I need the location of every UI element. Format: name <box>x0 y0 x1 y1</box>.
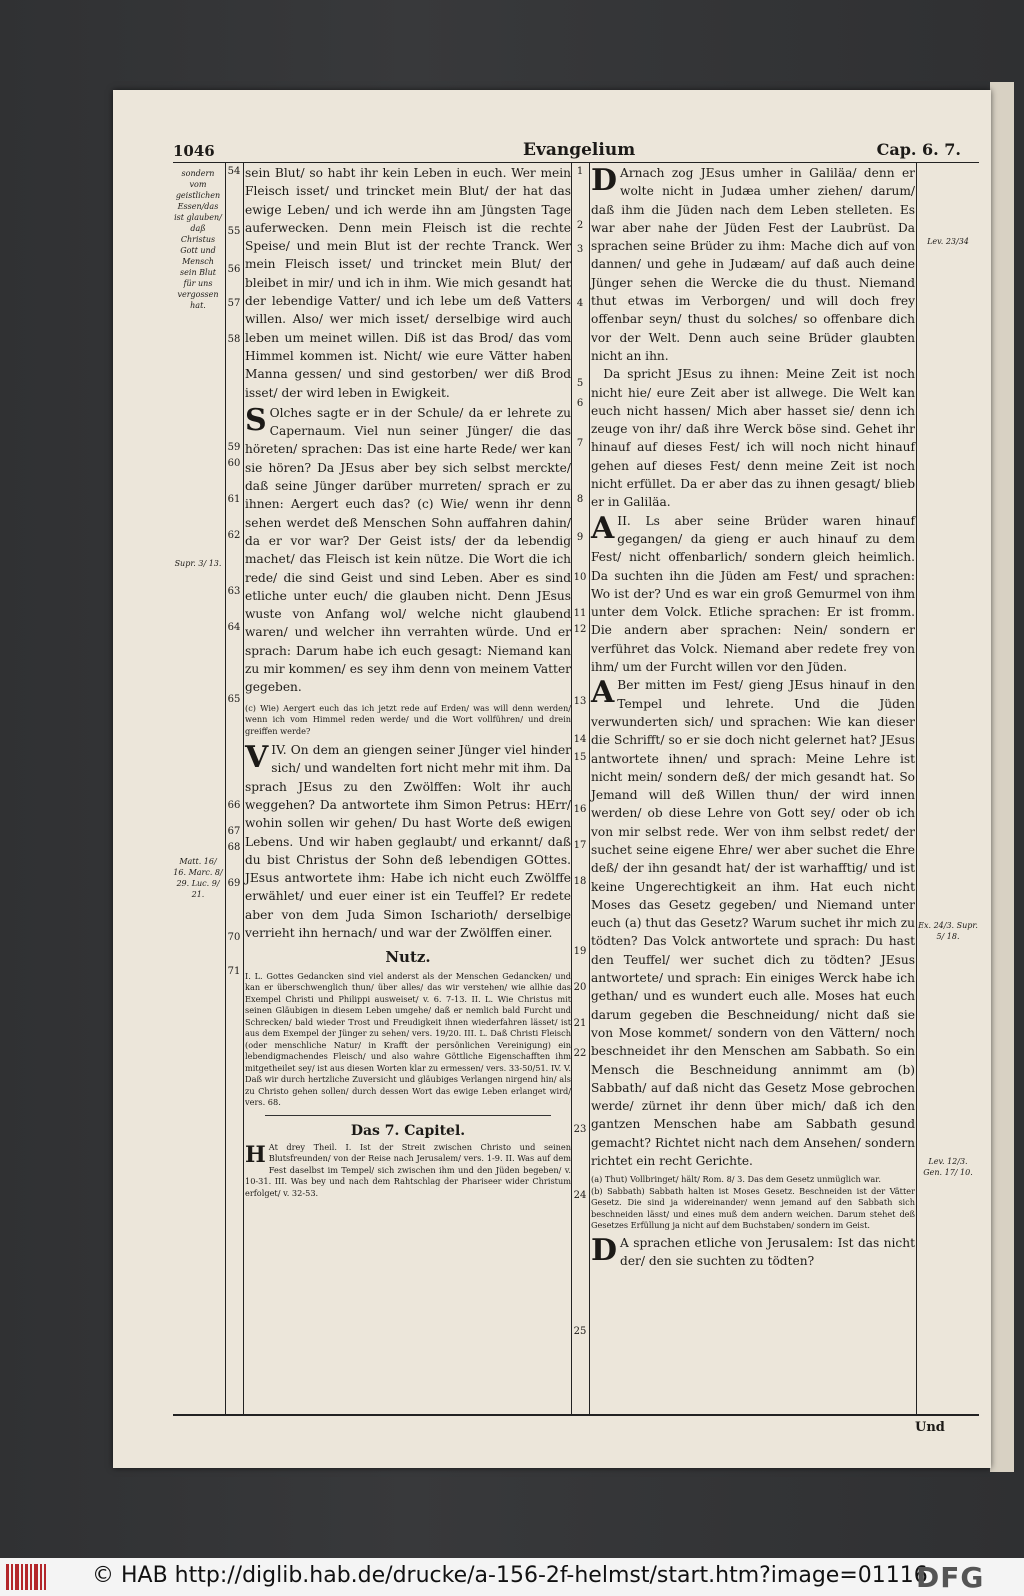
initial-letter: D <box>591 163 618 198</box>
verse-number: 64 <box>227 622 241 633</box>
paragraph-text: Ber mitten im Fest/ gieng JEsus hinauf in den Tempel und lehrete. Und die Jüden verwunderten sich/ und sprachen: Wie kan dieser die Schrifft/ so er sie doch nicht gelernet hat? JEsus antwortete ihnen/ und sprach: Meine Lehre ist nicht mein/ sondern deß/ der mich gesandt hat. So Jemand will deß Willen thun/ der wird innen werden/ ob diese Lehre von Gott sey/ oder ob ich von mir selbst rede. Wer von ihm selbst redet/ der suchet seine eigene Ehre/ wer aber suchet die Ehre deß/ der ihn gesandt hat/ der ist warhafftig/ und ist keine Ungerechtigkeit an ihm. Hat euch nicht Moses das Gesetz gegeben/ und Niemand unter euch (a) thut das Gesetz? Warum suchet ihr mich zu tödten? Das Volck antwortete und sprach: Du hast den Teuffel/ wer suchet dich zu tödten? JEsus antwortete/ und sprach: Ein einiges Werck habe ich gethan/ und es wundert euch alle. Moses hat euch darum gegeben die Beschneidung/ nicht daß sie von Mose kommet/ sondern von den Vättern/ noch beschneidet ihr den Menschen am Sabbath. So ein Mensch die Beschneidung annimmt am (b) Sabbath/ auf daß nicht das Gesetz Mose gebrochen werde/ zürnet ihr denn über mich/ daß ich den gantzen Menschen habe am Sabbath gesund gemacht? Richtet nicht nach dem Ansehen/ sondern richtet ein recht Gerichte. <box>591 678 915 1169</box>
verse-number: 20 <box>573 982 587 993</box>
text-paragraph: sein Blut/ so habt ihr kein Leben in euch. Wer mein Fleisch isset/ und trincket mein Blut/ der hat das ewige Leben/ und ich werde ihn am Jüngsten Tage auferwecken. Denn mein Fleisch ist die rechte Speise/ und mein Blut ist der rechte Tranck. Wer mein Fleisch isset/ und trincket mein Blut/ der bleibet in mir/ und ich in ihm. Wie mich gesandt hat der lebendige Vatter/ und ich lebe um deß Vatters willen. Also/ wer mich isset/ derselbige wird auch leben um meinet willen. Diß ist das Brod/ das vom Himmel kommen ist. Nicht/ wie eure Vätter haben Manna gessen/ und sind gestorben/ wer diß Brod isset/ der wird leben in Ewigkeit. <box>245 166 571 400</box>
verse-number: 5 <box>576 378 584 389</box>
verse-number: 57 <box>227 298 241 309</box>
initial-letter: D <box>591 1232 618 1268</box>
initial-letter: S <box>245 402 267 438</box>
verse-number: 58 <box>227 334 241 345</box>
verse-number: 12 <box>573 624 587 635</box>
verse-number: 62 <box>227 530 241 541</box>
initial-letter: A <box>591 510 615 546</box>
running-header <box>173 140 979 162</box>
book-page <box>113 90 991 1468</box>
summary-text: At drey Theil. I. Ist der Streit zwischen Christo und seinen Blutsfreunden/ von der Reise nach Jerusalem/ vers. 1-9. II. Was auf dem Fest daselbst im Tempel/ sich zwischen ihm und den Jüden begeben/ v. 10-31. III. Was bey und nach dem Rahtschlag der Phariseer wider Christum erfolget/ v. 32-53. <box>245 1141 571 1198</box>
verse-number: 10 <box>573 572 587 583</box>
verse-number: 69 <box>227 878 241 889</box>
text-paragraph <box>245 404 571 697</box>
left-column <box>245 164 571 1199</box>
verse-number: 4 <box>576 298 584 309</box>
verse-number: 8 <box>576 494 584 505</box>
verse-number: 21 <box>573 1018 587 1029</box>
text-paragraph <box>591 164 915 365</box>
chapter-heading: Das 7. Capitel. <box>350 1122 466 1139</box>
verse-number: 13 <box>573 696 587 707</box>
gloss-left-2: Supr. 3/ 13. <box>174 559 222 568</box>
verse-number: 71 <box>227 966 241 977</box>
divider <box>265 1115 551 1116</box>
section-marker: IV. <box>271 743 287 758</box>
verse-number: 65 <box>227 694 241 705</box>
gloss-right-3: Lev. 12/3. Gen. 17/ 10. <box>923 1157 973 1177</box>
next-page-edge <box>990 82 1014 1472</box>
footnote: (a) Thut) Vollbringet/ hält/ Rom. 8/ 3. Das dem Gesetz unmüglich war. <box>591 1174 881 1185</box>
verse-number: 59 <box>227 442 241 453</box>
verse-number: 2 <box>576 220 584 231</box>
verse-number: 3 <box>576 244 584 255</box>
verse-number: 22 <box>573 1048 587 1059</box>
initial-letter: H <box>245 1141 266 1168</box>
verse-number: 16 <box>573 804 587 815</box>
verse-number: 66 <box>227 800 241 811</box>
verse-number: 56 <box>227 264 241 275</box>
verse-number: 23 <box>573 1124 587 1135</box>
verse-number: 70 <box>227 932 241 943</box>
text-paragraph <box>591 676 915 1170</box>
verse-number: 55 <box>227 226 241 237</box>
verse-number: 67 <box>227 826 241 837</box>
verse-number: 54 <box>227 166 241 177</box>
initial-letter: A <box>591 675 615 711</box>
text-paragraph <box>591 1234 915 1271</box>
paragraph-text: Arnach zog JEsus umher in Galiläa/ denn er wolte nicht in Judæa umher ziehen/ darum/ daß ihm die Jüden nach dem Leben stelleten. Es war aber nahe der Jüden Fest der Laubrüst. Da sprachen seine Brüder zu ihm: Mache dich auf von dannen/ und gehe in Judæam/ auf daß auch deine Jünger sehen die Wercke die du thust. Niemand thut etwas im Verborgen/ und will doch frey offenbar seyn/ thust du solches/ so offenbare dich vor der Welt. Denn auch seine Brüder glaubten nicht an ihn. <box>591 166 915 363</box>
verse-number: 6 <box>576 398 584 409</box>
verse-number: 1 <box>576 166 584 177</box>
paragraph-text: A sprachen etliche von Jerusalem: Ist das nicht der/ den sie suchten zu tödten? <box>620 1235 915 1269</box>
running-title: Evangelium <box>523 140 636 160</box>
gloss-right-2: Ex. 24/3. Supr. 5/ 18. <box>918 921 978 941</box>
paragraph-text: Ls aber seine Brüder waren hinauf gegangen/ da gieng er auch hinauf zu dem Fest/ nicht offenbarlich/ sondern gleich heimlich. Da suchten ihn die Jüden am Fest/ und sprachen: Wo ist der? Und es war ein groß Gemurmel von ihm unter dem Volck. Etliche sprachen: Er ist fromm. Die andern aber sprachen: Nein/ sondern er verführet das Volck. Niemand aber redete frey von ihm/ um der Furcht willen vor den Jüden. <box>591 513 916 675</box>
right-gloss-rule <box>916 162 917 1414</box>
header-rule <box>173 162 979 163</box>
text-paragraph: Da spricht JEsus zu ihnen: Meine Zeit ist noch nicht hie/ eure Zeit aber ist allwege. Die Welt kan euch nicht hassen/ Mich aber hasset sie/ denn ich zeuge von ihr/ daß ihre Werck böse sind. Gehet ihr hinauf auf dieses Fest/ ich will noch nicht hinauf gehen auf dieses Fest/ denn meine Zeit ist noch nicht erfüllet. Da er aber das zu ihnen gesagt/ blieb er in Galiläa. <box>591 367 915 510</box>
left-verse-rule <box>243 162 244 1414</box>
right-column <box>591 164 915 1270</box>
gloss-left-1: sondern vom geistlichen Essen/das ist glauben/ daß Christus Gott und Mensch sein Blut für uns vergossen hat. <box>174 169 222 310</box>
verse-number: 61 <box>227 494 241 505</box>
verse-number: 19 <box>573 946 587 957</box>
verse-number: 25 <box>573 1326 587 1337</box>
chapter-label: Cap. 6. 7. <box>876 140 961 159</box>
verse-number: 18 <box>573 876 587 887</box>
text-paragraph <box>591 512 915 677</box>
section-heading: Nutz. <box>385 948 431 967</box>
verse-number: 63 <box>227 586 241 597</box>
initial-letter: V <box>245 740 269 776</box>
left-gloss-rule <box>225 162 226 1414</box>
verse-number: 7 <box>576 438 584 449</box>
gloss-left-3: Matt. 16/ 16. Marc. 8/ 29. Luc. 9/ 21. <box>173 857 223 899</box>
verse-number: 14 <box>573 734 587 745</box>
verse-number: 68 <box>227 842 241 853</box>
hab-barcode-logo-icon <box>6 1564 46 1590</box>
chapter-summary <box>245 1142 571 1200</box>
footer-rule <box>173 1414 979 1416</box>
verse-number: 17 <box>573 840 587 851</box>
catchword: Und <box>915 1420 945 1435</box>
text-paragraph <box>245 741 571 942</box>
footnote: (c) Wie) Aergert euch das ich jetzt rede auf Erden/ was will denn werden/ wenn ich vom Himmel reden werde/ und die Wort vollführen/ und drein greiffen werde? <box>245 702 571 736</box>
dfg-logo: DFG <box>916 1561 985 1594</box>
page-content <box>173 140 979 1435</box>
column-rule-left <box>571 162 572 1414</box>
gloss-right-1: Lev. 23/34 <box>927 237 969 246</box>
footnote: (b) Sabbath) Sabbath halten ist Moses Gesetz. Beschneiden ist der Vätter Gesetz. Die sind ja widereinander/ wenn jemand auf den Sabbath sich beschneiden lässt/ und eines muß dem andern weichen. Darum stehet deß Gesetzes Erfüllung ja nicht auf dem Buchstaben/ sondern im Geist. <box>591 1185 915 1231</box>
source-url[interactable]: © HAB http://diglib.hab.de/drucke/a-156-2f-helmst/start.htm?image=01116 <box>92 1563 928 1588</box>
page-number: 1046 <box>173 142 215 160</box>
paragraph-text: Olches sagte er in der Schule/ da er lehrete zu Capernaum. Viel nun seiner Jünger/ die das höreten/ sprachen: Das ist eine harte Rede/ wer kan sie hören? Da JEsus aber bey sich selbst merckte/ daß seine Jünger darüber murreten/ sprach er zu ihnen: Aergert euch das? (c) Wie/ wenn ihr denn sehen werdet deß Menschen Sohn auffahren dahin/ da er vor war? Der Geist ists/ der da lebendig machet/ das Fleisch ist kein nütze. Die Wort die ich rede/ die sind Geist und sind Leben. Aber es sind etliche unter euch/ die glauben nicht. Denn JEsus wuste von Anfang wol/ welche nicht glaubend waren/ und welcher ihn verrahten würde. Und er sprach: Darum habe ich euch gesagt: Niemand kan zu mir kommen/ es sey ihm denn von meinem Vatter gegeben. <box>245 405 571 695</box>
verse-number: 11 <box>573 608 587 619</box>
paragraph-text: On dem an giengen seiner Jünger viel hinder sich/ und wandelten fort nicht mehr mit ihm. Da sprach JEsus zu den Zwölffen: Wolt ihr auch weggehen? Da antwortete ihm Simon Petrus: HErr/ wohin sollen wir gehen/ Du hast Worte deß ewigen Lebens. Und wir haben geglaubt/ und erkannt/ daß du bist Christus der Sohn deß lebendigen GOttes. JEsus antwortete ihm: Habe ich nicht euch Zwölffe erwählet/ und euer einer ist ein Teuffel? Er redete aber von dem Juda Simon Ischarioth/ derselbige verrieht ihn hernach/ und war der Zwölffen einer. <box>245 743 572 941</box>
column-rule-right <box>589 162 590 1414</box>
section-marker: II. <box>617 513 631 528</box>
verse-number: 60 <box>227 458 241 469</box>
application-text: I. L. Gottes Gedancken sind viel anderst als der Menschen Gedancken/ und kan er überschwenglich thun/ über alles/ das wir verstehen/ wie allhie das Exempel Christi und Philippi ausweiset/ v. 6. 7-13. II. L. Wie Christus mit seinen Gläubigen in diesem Leben umgehe/ daß er nemlich bald Furcht und Schrecken/ bald wieder Trost und Freudigkeit ihnen wiederfahren lässet/ ist aus dem Exempel der Jünger zu sehen/ vers. 19/20. III. L. Daß Christi Fleisch (oder menschliche Natur/ in Krafft der persönlichen Vereinigung) ein lebendigmachendes Fleisch/ und also wahre Göttliche Eigenschafften ihm mitgetheilet sey/ ist aus diesen Worten klar zu ermessen/ vers. 33-50/51. IV. V. Daß wir durch hertzliche Zuversicht und gläubiges Verlangen nirgend hin/ als zu Christo gehen sollen/ durch dessen Wort das ewige Leben erlanget wird/ vers. 68. <box>245 970 571 1108</box>
viewer-footer <box>0 1558 1024 1596</box>
verse-number: 24 <box>573 1190 587 1201</box>
verse-number: 9 <box>576 532 584 543</box>
verse-number: 15 <box>573 752 587 763</box>
